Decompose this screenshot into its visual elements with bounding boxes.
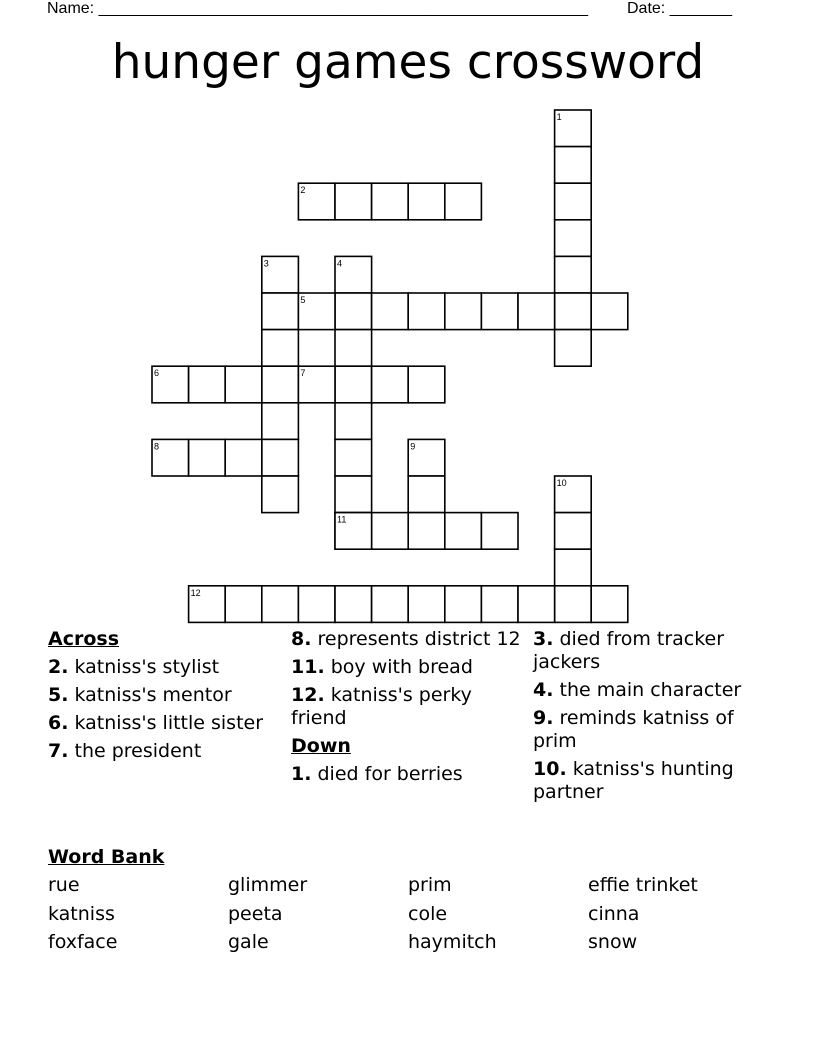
crossword-cell[interactable] — [408, 439, 445, 476]
word-bank-item: rue — [48, 874, 80, 896]
crossword-cell[interactable] — [225, 366, 262, 403]
word-bank-heading: Word Bank — [48, 846, 165, 868]
cell-number: 1 — [556, 112, 562, 122]
crossword-cell[interactable] — [408, 586, 445, 623]
crossword-cell[interactable] — [225, 586, 262, 623]
clue-column-2 — [291, 628, 521, 791]
crossword-cell[interactable] — [408, 183, 445, 220]
cell-number: 5 — [300, 295, 306, 305]
crossword-cell[interactable] — [372, 293, 409, 330]
crossword-cell[interactable] — [262, 293, 299, 330]
crossword-cell[interactable] — [262, 476, 299, 513]
crossword-cell[interactable] — [408, 513, 445, 550]
crossword-cell[interactable] — [262, 586, 299, 623]
crossword-cell[interactable] — [591, 586, 628, 623]
crossword-cell[interactable] — [335, 476, 372, 513]
crossword-cell[interactable] — [262, 439, 299, 476]
clue-column-3 — [533, 628, 773, 809]
crossword-cell[interactable] — [481, 293, 518, 330]
crossword-cell[interactable] — [335, 293, 372, 330]
crossword-cell[interactable] — [518, 586, 555, 623]
crossword-cell[interactable] — [262, 256, 299, 293]
cell-number: 12 — [190, 587, 201, 598]
crossword-cell[interactable] — [445, 183, 482, 220]
cell-number: 4 — [337, 258, 343, 269]
crossword-cell[interactable] — [298, 293, 335, 330]
clue-down-1: 1. died for berries — [291, 763, 463, 785]
crossword-cell[interactable] — [555, 549, 592, 586]
word-bank-item: prim — [408, 874, 452, 896]
crossword-cell[interactable] — [372, 183, 409, 220]
crossword-cell[interactable] — [298, 586, 335, 623]
crossword-cell[interactable] — [555, 513, 592, 550]
crossword-cell[interactable] — [591, 293, 628, 330]
cell-number: 10 — [556, 478, 567, 488]
crossword-cell[interactable] — [335, 513, 372, 550]
word-bank-item: cole — [408, 903, 448, 925]
crossword-cell[interactable] — [555, 147, 592, 184]
clue-across-5: 5. katniss's mentor — [48, 684, 232, 706]
clue-across-8: 8. represents district 12 — [291, 628, 521, 650]
crossword-cell[interactable] — [555, 220, 592, 257]
across-heading: Across — [48, 628, 120, 650]
cell-number: 3 — [263, 258, 269, 269]
crossword-cell[interactable] — [555, 330, 592, 367]
word-bank-item: effie trinket — [588, 874, 698, 896]
clue-across-6: 6. katniss's little sister — [48, 712, 264, 734]
crossword-cell[interactable] — [518, 293, 555, 330]
crossword-cell[interactable] — [189, 439, 226, 476]
crossword-cell[interactable] — [408, 476, 445, 513]
crossword-cell[interactable] — [152, 366, 189, 403]
crossword-cell[interactable] — [408, 293, 445, 330]
crossword-cell[interactable] — [555, 256, 592, 293]
crossword-cell[interactable] — [372, 366, 409, 403]
crossword-cell[interactable] — [445, 293, 482, 330]
cell-number: 8 — [154, 441, 160, 452]
word-bank-item: snow — [588, 931, 638, 953]
date-line: Date: _______ — [627, 0, 732, 17]
word-bank-item: peeta — [228, 903, 283, 925]
crossword-cell[interactable] — [298, 183, 335, 220]
crossword-cell[interactable] — [152, 439, 189, 476]
crossword-cell[interactable] — [335, 366, 372, 403]
crossword-cell[interactable] — [335, 403, 372, 440]
crossword-cell[interactable] — [445, 513, 482, 550]
name-line: Name: _______________________________________________________ — [47, 0, 588, 17]
crossword-cell[interactable] — [555, 293, 592, 330]
cell-number: 11 — [337, 514, 347, 525]
crossword-cell[interactable] — [555, 183, 592, 220]
crossword-cell[interactable] — [262, 330, 299, 367]
crossword-cell[interactable] — [481, 586, 518, 623]
word-bank-item: cinna — [588, 903, 640, 925]
clue-down-10: 10. katniss's hunting partner — [533, 758, 734, 803]
cell-number: 2 — [300, 185, 306, 196]
word-bank-item: glimmer — [228, 874, 308, 896]
crossword-cell[interactable] — [189, 366, 226, 403]
crossword-cell[interactable] — [335, 183, 372, 220]
crossword-cell[interactable] — [408, 366, 445, 403]
crossword-cell[interactable] — [225, 439, 262, 476]
clue-across-12: 12. katniss's perky friend — [291, 684, 472, 729]
word-bank-item: haymitch — [408, 931, 497, 953]
crossword-cell[interactable] — [481, 513, 518, 550]
crossword-cell[interactable] — [372, 586, 409, 623]
down-heading: Down — [291, 735, 351, 757]
clue-across-2: 2. katniss's stylist — [48, 656, 220, 678]
crossword-cell[interactable] — [555, 586, 592, 623]
cell-number: 9 — [410, 441, 416, 452]
crossword-cell[interactable] — [298, 366, 335, 403]
crossword-cell[interactable] — [335, 256, 372, 293]
clue-down-9: 9. reminds katniss of prim — [533, 707, 734, 752]
clue-down-3: 3. died from tracker jackers — [533, 628, 725, 673]
crossword-cell[interactable] — [555, 110, 592, 147]
clue-across-7: 7. the president — [48, 740, 202, 762]
crossword-cell[interactable] — [262, 366, 299, 403]
word-bank-item: katniss — [48, 903, 115, 925]
crossword-cell[interactable] — [555, 476, 592, 513]
word-bank-item: gale — [228, 931, 269, 953]
clue-column-1 — [48, 628, 278, 768]
crossword-cell[interactable] — [189, 586, 226, 623]
word-bank-item: foxface — [48, 931, 118, 953]
crossword-cell[interactable] — [372, 513, 409, 550]
crossword-cell[interactable] — [445, 586, 482, 623]
clue-across-11: 11. boy with bread — [291, 656, 473, 678]
crossword-cell[interactable] — [335, 439, 372, 476]
cell-number: 7 — [300, 368, 306, 379]
page-title: hunger games crossword — [111, 35, 705, 90]
crossword-cell[interactable] — [335, 330, 372, 367]
crossword-cell[interactable] — [262, 403, 299, 440]
crossword-cell[interactable] — [335, 586, 372, 623]
cell-number: 6 — [154, 368, 160, 379]
clue-down-4: 4. the main character — [533, 679, 742, 701]
